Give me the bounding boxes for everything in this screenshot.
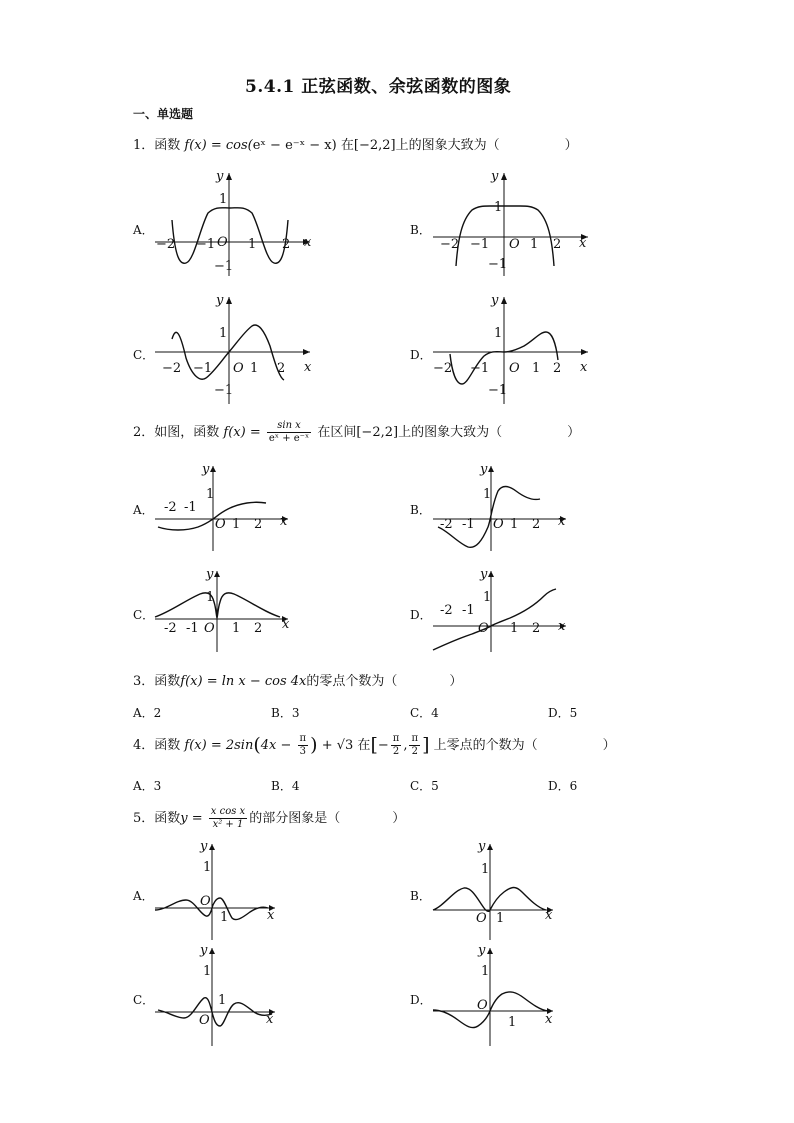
- y-axis-label: y: [480, 462, 488, 477]
- q2-option-d-label: D．: [410, 608, 432, 622]
- q2-graph-a: [150, 461, 300, 556]
- q1-graph-b: [428, 168, 598, 278]
- q2-d-curve: [433, 589, 556, 650]
- y-axis-label: y: [480, 567, 488, 582]
- question-1-tail: 上的图象大致为（ ）: [395, 138, 578, 153]
- q2-graph-b: [428, 461, 578, 556]
- x-axis-label: x: [280, 514, 288, 529]
- tick-x-1: 1: [220, 910, 229, 925]
- question-3-tail: 的零点个数为（ ）: [306, 674, 463, 689]
- y-axis-label: y: [202, 462, 210, 477]
- q1-option-b-label: B．: [410, 223, 431, 237]
- x-axis-label: x: [545, 1012, 553, 1027]
- q2-option-a-label: A．: [133, 503, 154, 517]
- tick-x-1: 1: [218, 993, 227, 1008]
- fraction-numerator: π: [411, 733, 419, 744]
- tick-x-1: 1: [510, 621, 519, 636]
- q1-a-curve: [172, 208, 291, 264]
- q4-choice-b: B．4: [271, 779, 300, 793]
- y-axis-arrow: [488, 466, 494, 472]
- q2-graph-d: [428, 566, 578, 656]
- tick-x-neg2: −2: [433, 361, 453, 376]
- fraction-denominator: x² + 1: [212, 819, 244, 830]
- question-4-neg: −: [377, 738, 389, 753]
- question-1-interval: [−2,2]: [353, 138, 396, 153]
- x-axis-label: x: [304, 235, 312, 250]
- fraction-numerator: π: [392, 733, 400, 744]
- tick-y-neg1: −1: [488, 257, 508, 272]
- y-axis-arrow: [226, 297, 232, 304]
- tick-x-neg1: -1: [186, 621, 199, 636]
- tick-x-2: 2: [553, 361, 562, 376]
- tick-y-1: 1: [203, 860, 212, 875]
- x-axis-label: x: [580, 360, 588, 375]
- tick-x-1: 1: [250, 361, 259, 376]
- q5-graph-a: [150, 840, 280, 942]
- q5-graph-b: [428, 840, 558, 942]
- question-2-tail: 上的图象大致为（ ）: [398, 425, 581, 440]
- tick-x-neg1: −1: [470, 361, 490, 376]
- q4-choice-a: A．3: [133, 779, 162, 793]
- y-axis-label: y: [491, 169, 499, 184]
- question-4-expr-c: + √3: [321, 738, 354, 753]
- tick-y-1: 1: [219, 326, 228, 341]
- tick-x-1: 1: [530, 237, 539, 252]
- tick-y-1: 1: [203, 964, 212, 979]
- y-axis-arrow: [226, 173, 232, 180]
- q5-option-b-label: B．: [410, 889, 431, 903]
- tick-x-1: 1: [232, 621, 241, 636]
- tick-y-1: 1: [206, 590, 215, 605]
- q2-option-b-label: B．: [410, 503, 431, 517]
- question-5-number: 5．函数: [133, 811, 181, 826]
- y-axis-label: y: [200, 943, 208, 958]
- tick-y-1: 1: [481, 862, 490, 877]
- q5-option-c-label: C．: [133, 993, 155, 1007]
- tick-x-2: 2: [553, 237, 562, 252]
- tick-x-2: 2: [277, 361, 286, 376]
- q5-graph-c: [150, 944, 280, 1049]
- question-3-expr: f(x) = ln x − cos 4x: [180, 674, 307, 689]
- tick-x-neg2: −2: [440, 237, 460, 252]
- tick-x-neg2: -2: [164, 621, 177, 636]
- question-2-fraction: [267, 420, 311, 445]
- x-axis-label: x: [545, 908, 553, 923]
- y-axis-arrow: [209, 844, 215, 850]
- origin-label: O: [215, 517, 226, 532]
- y-axis-arrow: [501, 173, 507, 180]
- tick-x-1: 1: [496, 911, 505, 926]
- tick-y-1: 1: [483, 487, 492, 502]
- tick-y-1: 1: [483, 590, 492, 605]
- tick-x-neg2: -2: [164, 500, 177, 515]
- q4-choice-c: C．5: [410, 779, 439, 793]
- q4-choice-d: D．6: [548, 779, 578, 793]
- tick-x-neg2: −2: [162, 361, 182, 376]
- tick-y-neg1: −1: [488, 383, 508, 398]
- question-4-expr-a: f(x) = 2sin: [184, 738, 254, 753]
- question-4-mid: 在: [357, 738, 371, 753]
- x-axis-label: x: [579, 236, 587, 251]
- origin-label: O: [478, 621, 489, 636]
- y-axis-label: y: [206, 567, 214, 582]
- tick-x-2: 2: [532, 517, 541, 532]
- question-1-mid: 在: [340, 138, 354, 153]
- q3-choice-a: A．2: [133, 706, 162, 720]
- q5-graph-d: [428, 944, 558, 1049]
- x-axis-label: x: [304, 360, 312, 375]
- x-axis-arrow: [581, 349, 588, 355]
- y-axis-arrow: [209, 948, 215, 954]
- tick-x-2: 2: [532, 621, 541, 636]
- q3-choice-d: D．5: [548, 706, 578, 720]
- tick-y-neg1: −1: [214, 383, 234, 398]
- question-4-expr-b: 4x −: [260, 738, 292, 753]
- tick-x-neg1: −1: [196, 237, 216, 252]
- question-2-interval: [−2,2]: [356, 425, 399, 440]
- origin-label: O: [200, 894, 211, 909]
- question-3-number: 3．函数: [133, 674, 181, 689]
- tick-x-neg1: -1: [462, 517, 475, 532]
- tick-y-1: 1: [219, 192, 228, 207]
- y-axis-label: y: [478, 839, 486, 854]
- tick-x-neg2: -2: [440, 603, 453, 618]
- origin-label: O: [493, 517, 504, 532]
- section-heading: 一、单选题: [133, 107, 194, 121]
- fraction-denominator: 3: [299, 746, 307, 757]
- fraction-numerator: sin x: [267, 420, 311, 433]
- q3-choice-c: C．4: [410, 706, 439, 720]
- q2-graph-c: [150, 566, 300, 656]
- q5-option-a-label: A．: [133, 889, 154, 903]
- question-4-number: 4．函数: [133, 738, 181, 753]
- y-axis-label: y: [216, 169, 224, 184]
- question-4-lower-bound: [391, 733, 402, 758]
- y-axis-arrow: [210, 466, 216, 472]
- tick-y-1: 1: [494, 326, 503, 341]
- origin-label: O: [509, 237, 520, 252]
- tick-y-neg1: −1: [214, 259, 234, 274]
- question-1-number: 1．函数: [133, 138, 181, 153]
- tick-y-1: 1: [206, 487, 215, 502]
- q2-option-c-label: C．: [133, 608, 155, 622]
- fraction-denominator: 2: [411, 746, 418, 757]
- x-axis-label: x: [558, 514, 566, 529]
- tick-x-2: 2: [254, 621, 263, 636]
- q5-option-d-label: D．: [410, 993, 432, 1007]
- fraction-numerator: π: [299, 733, 307, 744]
- question-5-lhs: y =: [180, 811, 203, 826]
- tick-x-1: 1: [510, 517, 519, 532]
- origin-label: O: [509, 361, 520, 376]
- question-4-tail: 上零点的个数为（ ）: [433, 738, 616, 753]
- q1-option-a-label: A．: [133, 223, 154, 237]
- q1-graph-d: [428, 292, 598, 407]
- origin-label: O: [199, 1013, 210, 1028]
- tick-x-neg1: −1: [470, 237, 490, 252]
- question-5-tail: 的部分图象是（ ）: [249, 811, 406, 826]
- y-axis-label: y: [478, 943, 486, 958]
- tick-x-neg2: −2: [156, 237, 176, 252]
- q1-option-d-label: D．: [410, 348, 432, 362]
- question-1-function: f(x) = cos(: [184, 138, 253, 153]
- origin-label: O: [204, 621, 215, 636]
- question-4-upper-bound: [409, 733, 420, 758]
- x-axis-label: x: [282, 617, 290, 632]
- tick-x-neg1: -1: [462, 603, 475, 618]
- q3-choice-b: B．3: [271, 706, 300, 720]
- tick-y-1: 1: [481, 964, 490, 979]
- question-4-pi-over-3: [298, 733, 309, 758]
- x-axis-label: x: [266, 1012, 274, 1027]
- tick-x-neg2: -2: [440, 517, 453, 532]
- fraction-numerator: x cos x: [210, 806, 246, 817]
- origin-label: O: [476, 911, 487, 926]
- question-5-fraction: [209, 806, 247, 831]
- tick-y-1: 1: [494, 200, 503, 215]
- origin-label: O: [217, 235, 228, 250]
- page-title: 5.4.1 正弦函数、余弦函数的图象: [245, 77, 512, 97]
- q1-graph-a: [150, 168, 320, 278]
- origin-label: O: [477, 998, 488, 1013]
- tick-x-2: 2: [254, 517, 263, 532]
- question-2: [133, 420, 580, 445]
- tick-x-neg1: -1: [184, 500, 197, 515]
- q1-option-c-label: C．: [133, 348, 155, 362]
- x-axis-arrow: [303, 349, 310, 355]
- x-axis-label: x: [558, 619, 566, 634]
- x-axis-label: x: [267, 908, 275, 923]
- question-5: [133, 806, 405, 831]
- fraction-denominator: 2: [392, 746, 400, 757]
- y-axis-label: y: [216, 293, 224, 308]
- y-axis-arrow: [214, 571, 220, 577]
- y-axis-label: y: [200, 839, 208, 854]
- tick-x-1: 1: [248, 237, 257, 252]
- fraction-denominator: eˣ + e⁻ˣ: [268, 433, 310, 444]
- y-axis-arrow: [501, 297, 507, 304]
- origin-label: O: [233, 361, 244, 376]
- y-axis-label: y: [491, 293, 499, 308]
- tick-x-2: 2: [282, 237, 291, 252]
- y-axis-arrow: [488, 571, 494, 577]
- question-2-mid: 在区间: [317, 425, 357, 440]
- y-axis-arrow: [487, 948, 493, 954]
- question-2-number: 2．如图，函数: [133, 425, 220, 440]
- question-2-function: f(x) =: [223, 425, 261, 440]
- question-1-close: ): [331, 138, 337, 153]
- question-1-expr: eˣ − e⁻ˣ − x: [252, 138, 332, 153]
- question-1: [133, 134, 578, 153]
- question-3: [133, 670, 462, 689]
- y-axis-arrow: [487, 844, 493, 850]
- tick-x-1: 1: [532, 361, 541, 376]
- question-4: 4．函数 f(x) = 2sin(4x − $\frac{\pi}{3}$ ) + √3 在[− $\frac{\pi}{2}$ , $\frac{\pi}{2}$ ] 上零点的个数为（ ）: [133, 733, 616, 757]
- tick-x-1: 1: [232, 517, 241, 532]
- q1-graph-c: [150, 292, 320, 407]
- tick-x-1: 1: [508, 1015, 517, 1030]
- tick-x-neg1: −1: [193, 361, 213, 376]
